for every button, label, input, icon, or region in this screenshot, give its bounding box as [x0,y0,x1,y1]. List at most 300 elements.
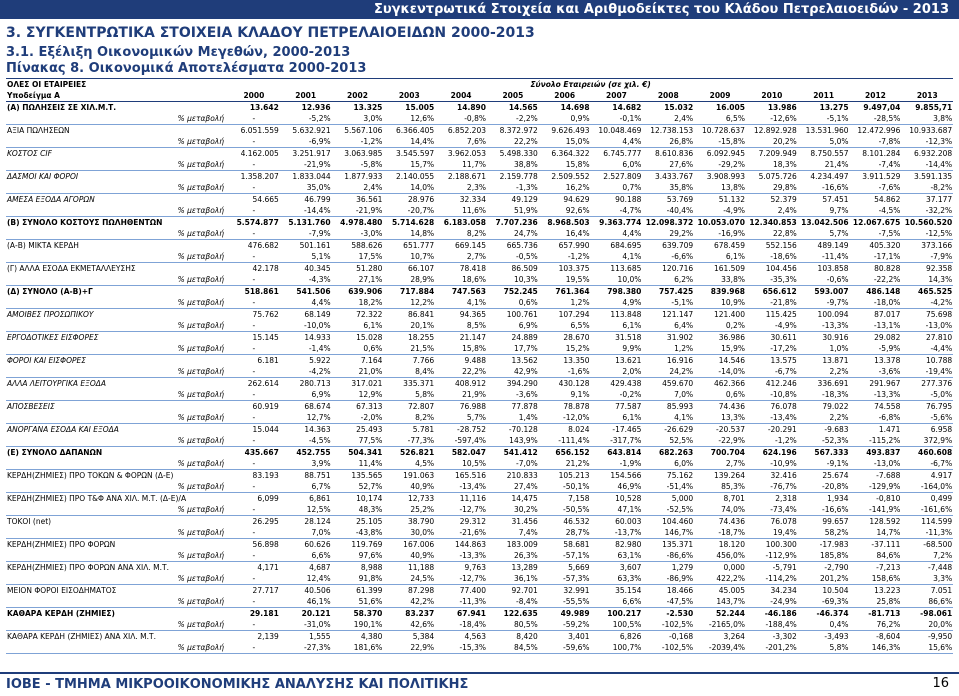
change-value: - [228,596,280,608]
header-year: 2001 [280,90,332,102]
change-value: 4,9% [591,297,643,309]
row-value: 3,607 [619,563,642,572]
row-value: 121.400 [713,310,745,319]
change-value: 14,8% [383,228,435,240]
change-value: - [228,205,280,217]
row-value: 13.642 [249,103,279,112]
change-value: -1,4% [280,343,332,355]
row-value: 76.795 [925,402,953,411]
change-value: -5,8% [332,159,384,171]
row-value: -3,302 [772,632,797,641]
row-value: 5.922 [309,356,331,365]
change-value: -16,6% [798,504,850,516]
row-value: 1,279 [671,563,694,572]
row-value: 277.376 [921,379,953,388]
row-value: 13.378 [874,356,901,365]
row-value: 280.713 [299,379,331,388]
change-value: - [228,366,280,378]
table-row [6,447,953,459]
row-value: 14,475 [511,494,538,503]
change-value: -11,3% [901,527,953,539]
row-value: 747.563 [451,287,486,296]
change-value: 16,4% [539,228,591,240]
row-value: 122.635 [503,609,538,618]
row-value: 53.769 [666,195,694,204]
row-value: 1.833.044 [292,172,331,181]
header-year: 2009 [694,90,746,102]
row-value: 541.412 [503,448,538,457]
change-value: - [228,527,280,539]
row-value: 60.626 [304,540,331,549]
change-row [6,642,953,654]
change-label: % μεταβολή [6,642,228,654]
change-value: -50,5% [539,504,591,516]
row-value: 493.837 [866,448,901,457]
change-value: -115,2% [850,435,902,447]
change-value: 11,4% [332,458,384,470]
row-value: 54.665 [252,195,279,204]
change-row [6,228,953,240]
change-value: 24,7% [487,228,539,240]
row-label: ΑΛΛΑ ΛΕΙΤΟΥΡΓΙΚΑ ΕΞΟΔΑ [7,379,107,388]
row-value: 429.438 [610,379,642,388]
table-row [6,470,953,482]
change-value: 77,5% [332,435,384,447]
change-value: 28,9% [383,274,435,286]
change-label: % μεταβολή [6,228,228,240]
change-value: -3,0% [332,228,384,240]
row-value: 51.280 [356,264,383,273]
change-value: -16,9% [694,228,746,240]
change-label: % μεταβολή [6,504,228,516]
row-value: 183.009 [506,540,538,549]
row-value: 1,934 [827,494,849,503]
row-value: 15.005 [405,103,435,112]
row-label: ΜΕΙΟΝ ΦΟΡΟΙ ΕΙΣΟΔΗΜΑΤΟΣ [7,586,117,595]
row-value: 13.621 [615,356,642,365]
row-value: -46.374 [816,609,849,618]
change-value: -5,6% [901,412,953,424]
change-value: -7,0% [487,458,539,470]
row-value: 161.509 [713,264,745,273]
row-value: 29.312 [459,517,486,526]
row-value: 16.005 [716,103,745,112]
change-value: 7,6% [435,136,487,148]
change-label: % μεταβολή [6,136,228,148]
change-value: -7,9% [280,228,332,240]
row-value: 639.906 [348,287,383,296]
change-value: 181,6% [332,642,384,654]
page-footer [0,672,959,696]
change-label: % μεταβολή [6,297,228,309]
change-value: 26,8% [642,136,694,148]
row-value: 28.670 [563,333,590,342]
row-value: 210.833 [506,471,538,480]
change-value: 0,6% [332,343,384,355]
change-value: -15,8% [694,136,746,148]
row-value: 88.751 [304,471,331,480]
change-value: -21,8% [746,297,798,309]
row-value: 3.433.767 [655,172,694,181]
change-value: 21,0% [332,366,384,378]
row-value: 72.807 [407,402,435,411]
change-value: 30,0% [383,527,435,539]
row-value: 526.821 [400,448,435,457]
table-row [6,608,953,620]
change-value: 11,6% [435,205,487,217]
change-value: -129,9% [850,481,902,493]
row-value: 77.400 [459,586,486,595]
change-value: -11,3% [435,596,487,608]
row-value: 13.325 [353,103,383,112]
row-value: -98.061 [920,609,953,618]
change-value: -21,9% [280,159,332,171]
change-value: -13,7% [591,527,643,539]
change-value: -43,8% [332,527,384,539]
change-value: 16,2% [539,182,591,194]
change-label: % μεταβολή [6,573,228,585]
row-value: 105.213 [558,471,590,480]
table-row [6,309,953,321]
row-value: 9.855,71 [915,103,953,112]
change-value: 12,4% [280,573,332,585]
change-value: 100,5% [591,619,643,631]
change-value: 58,2% [798,527,850,539]
row-value: -17.983 [819,540,849,549]
change-value: -6,9% [280,136,332,148]
change-value: 6,0% [591,159,643,171]
change-value: 4,1% [435,297,487,309]
change-value: -18,4% [435,619,487,631]
row-value: 6.092.945 [706,149,745,158]
change-value: 2,4% [642,113,694,125]
row-value: 10.788 [925,356,953,365]
change-value: -0,8% [435,113,487,125]
change-value: 4,4% [591,228,643,240]
row-value: 24.889 [511,333,538,342]
row-value: 114.599 [921,517,953,526]
row-value: 839.968 [710,287,745,296]
change-value: 22,2% [487,136,539,148]
row-value: 501.161 [299,241,331,250]
row-value: 12,733 [407,494,435,503]
row-value: 489.149 [817,241,849,250]
change-value: -4,2% [901,297,953,309]
row-label: ΚΑΘΑΡΑ ΚΕΡΔΗ (ΖΗΜΙΕΣ) ΑΝΑ ΧΙΛ. Μ.Τ. [7,632,156,641]
change-row [6,159,953,171]
change-row [6,435,953,447]
change-value: 372,9% [901,435,953,447]
header-year: 2008 [642,90,694,102]
row-value: 6.183.058 [443,218,486,227]
change-row [6,389,953,401]
row-value: 6,099 [257,494,279,503]
change-value: 22,9% [383,642,435,654]
change-value: 91,8% [332,573,384,585]
change-value: -12,7% [435,504,487,516]
change-row [6,504,953,516]
row-value: 87.017 [874,310,901,319]
row-value: 682.263 [659,448,694,457]
row-value: 624.196 [762,448,797,457]
row-value: 6,861 [309,494,331,503]
change-value: - [228,159,280,171]
change-value: -10,8% [746,389,798,401]
change-value: 85,3% [694,481,746,493]
row-value: 21.147 [459,333,486,342]
row-label: (Β) ΣΥΝΟΛΟ ΚΟΣΤΟΥΣ ΠΩΛΗΘΕΝΤΩΝ [7,218,163,227]
row-value: 35.154 [615,586,642,595]
change-value: 13,3% [694,412,746,424]
header-year: 2012 [850,90,902,102]
change-value: 0,6% [694,389,746,401]
row-value: 582.047 [451,448,486,457]
change-value: 29,2% [642,228,694,240]
change-label: % μεταβολή [6,343,228,355]
row-label: ΦΟΡΟΙ ΚΑΙ ΕΙΣΦΟΡΕΣ [7,356,86,365]
change-value: 17,5% [332,251,384,263]
row-value: 459.670 [662,379,694,388]
change-value: -12,5% [901,228,953,240]
change-label: % μεταβολή [6,481,228,493]
row-value: 18.466 [666,586,694,595]
row-value: 3.911.529 [862,172,901,181]
change-value: -13,4% [746,412,798,424]
row-value: 31.456 [511,517,538,526]
change-label: % μεταβολή [6,205,228,217]
row-value: 657.990 [558,241,590,250]
change-value: -59,6% [539,642,591,654]
row-value: 5,000 [671,494,694,503]
row-value: 86.841 [407,310,435,319]
row-label: ΚΟΣΤΟΣ CIF [7,149,52,158]
row-value: 29.082 [874,333,901,342]
change-value: -3,6% [487,389,539,401]
change-value: -8,4% [487,596,539,608]
change-value: 22,2% [435,366,487,378]
change-value: 8,2% [435,228,487,240]
row-label: (Δ) ΣΥΝΟΛΟ (Α-Β)+Γ [7,287,93,296]
change-value: - [228,573,280,585]
change-row [6,251,953,263]
row-value: 10,174 [356,494,383,503]
change-row [6,182,953,194]
change-label: % μεταβολή [6,596,228,608]
row-value: 700.704 [710,448,745,457]
row-value: 5.714.628 [391,218,435,227]
change-value: - [228,481,280,493]
change-value: - [228,320,280,332]
table-row [6,378,953,390]
row-value: 8.750.557 [810,149,849,158]
row-value: 28.976 [407,195,435,204]
row-value: 83.237 [405,609,435,618]
change-value: -14,4% [280,205,332,217]
row-value: 2.509.552 [551,172,590,181]
row-value: 6.852.203 [447,126,486,135]
change-value: 12,2% [383,297,435,309]
change-value: -4,5% [850,205,902,217]
row-value: 68.674 [304,402,331,411]
change-value: - [228,412,280,424]
row-value: 104.456 [765,264,797,273]
change-value: -2039,4% [694,642,746,654]
change-value: -5,0% [901,389,953,401]
change-value: -6,6% [642,251,694,263]
row-value: 486.148 [866,287,901,296]
row-value: 5.567.106 [344,126,383,135]
change-value: - [228,642,280,654]
row-value: 665.736 [506,241,538,250]
change-value: 4,1% [591,251,643,263]
row-value: 684.695 [610,241,642,250]
row-value: 567.333 [814,448,849,457]
row-value: 408.912 [454,379,486,388]
row-value: 13.871 [822,356,849,365]
change-value: -5,9% [850,343,902,355]
change-value: 6,4% [642,320,694,332]
change-label: % μεταβολή [6,274,228,286]
change-value: -73,4% [746,504,798,516]
row-value: 552.156 [765,241,797,250]
change-value: 84,5% [487,642,539,654]
row-value: 78.418 [459,264,486,273]
row-value: 317.021 [351,379,383,388]
change-value: -4,3% [280,274,332,286]
change-value: -76,7% [746,481,798,493]
change-value: -597,4% [435,435,487,447]
row-value: 798.380 [607,287,642,296]
change-value: 6,2% [642,274,694,286]
row-label: ΑΜΟΙΒΕΣ ΠΡΟΣΩΠΙΚΟΥ [7,310,94,319]
row-value: 100.094 [817,310,849,319]
row-value: 1.358.207 [240,172,279,181]
row-value: 6.932.208 [914,149,953,158]
row-label: (Ε) ΣΥΝΟΛΟ ΔΑΠΑΝΩΝ [7,448,103,457]
row-value: -17.465 [612,425,642,434]
row-value: 66.107 [407,264,435,273]
row-value: 38.790 [407,517,435,526]
change-value: -22,2% [850,274,902,286]
change-value: -1,6% [539,366,591,378]
row-value: 656.152 [555,448,590,457]
row-value: 32.334 [459,195,486,204]
change-value: -0,2% [591,389,643,401]
row-value: 335.371 [403,379,435,388]
row-value: 7.766 [412,356,435,365]
row-value: 10.504 [822,586,849,595]
change-value: -0,6% [798,274,850,286]
results-table [6,78,953,654]
row-value: 60.003 [615,517,642,526]
row-value: 678.459 [713,241,745,250]
row-label: ΑΜΕΣΑ ΕΞΟΔΑ ΑΓΟΡΩΝ [7,195,95,204]
change-value: 9,1% [539,389,591,401]
row-value: 4,171 [257,563,279,572]
table-row [6,148,953,160]
row-value: -20.291 [767,425,797,434]
change-value: 48,3% [332,504,384,516]
change-value: -0,5% [487,251,539,263]
change-value: - [228,435,280,447]
row-value: 10.560.520 [904,218,953,227]
row-value: 3.962.053 [447,149,486,158]
change-value: 52,5% [642,435,694,447]
row-value: 103.375 [558,264,590,273]
row-value: 2.140.055 [396,172,435,181]
change-value: -13,3% [798,320,850,332]
row-value: 13.986 [767,103,797,112]
row-value: 3.545.597 [396,149,435,158]
row-value: 30.916 [822,333,849,342]
change-value: -59,2% [539,619,591,631]
row-value: 3,401 [568,632,590,641]
row-value: 31.902 [666,333,694,342]
row-value: 15.145 [252,333,279,342]
row-value: 13.575 [770,356,797,365]
row-value: 3.908.993 [706,172,745,181]
row-value: 518.861 [244,287,279,296]
change-value: -57,3% [539,573,591,585]
row-value: 94.629 [563,195,590,204]
change-value: - [228,274,280,286]
row-value: -7,448 [928,563,953,572]
row-value: 54.862 [874,195,901,204]
change-value: -201,2% [746,642,798,654]
row-value: 18.255 [407,333,435,342]
row-value: 656.612 [762,287,797,296]
footer-text: ΙΟΒΕ - ΤΜΗΜΑ ΜΙΚΡΟΟΙΚΟΝΟΜΙΚΗΣ ΑΝΑΛΥΣΗΣ ΚΑΙ ΠΟΛΙΤΙΚΗΣ [6,677,469,692]
change-value: 3,8% [901,113,953,125]
change-value: 4,5% [383,458,435,470]
row-value: 5.131.760 [288,218,331,227]
change-value: 15,6% [901,642,953,654]
change-value: 97,6% [332,550,384,562]
row-value: -7,213 [876,563,901,572]
change-value: 4,1% [642,412,694,424]
row-value: 717.884 [400,287,435,296]
header-year: 2006 [539,90,591,102]
table-row [6,401,953,413]
row-value: 40.506 [304,586,331,595]
change-value: -40,4% [642,205,694,217]
change-value: -77,3% [383,435,435,447]
row-value: 8,420 [516,632,538,641]
row-value: 5.632.921 [292,126,331,135]
table-row [6,125,953,137]
table-row [6,585,953,597]
row-value: 3.591.135 [914,172,953,181]
change-value: -2,2% [487,113,539,125]
change-value: -317,7% [591,435,643,447]
change-value: 18,3% [746,159,798,171]
row-value: 80.828 [874,264,901,273]
row-value: 2.188.671 [447,172,486,181]
section-title: 3. ΣΥΓΚΕΝΤΡΩΤΙΚΑ ΣΤΟΙΧΕΙΑ ΚΛΑΔΟΥ ΠΕΤΡΕΛΑΙΟΕΙΔΩΝ 2000-2013 [6,25,535,41]
change-row [6,366,953,378]
change-value: 10,0% [591,274,643,286]
row-value: 1.471 [878,425,901,434]
row-value: 5.498.330 [499,149,538,158]
change-value: 0,2% [694,320,746,332]
change-value: 38,8% [487,159,539,171]
change-label: % μεταβολή [6,113,228,125]
row-value: -9.683 [824,425,849,434]
change-value: 5,1% [280,251,332,263]
row-value: 6.364.322 [551,149,590,158]
change-value: 10,3% [487,274,539,286]
change-label: % μεταβολή [6,527,228,539]
